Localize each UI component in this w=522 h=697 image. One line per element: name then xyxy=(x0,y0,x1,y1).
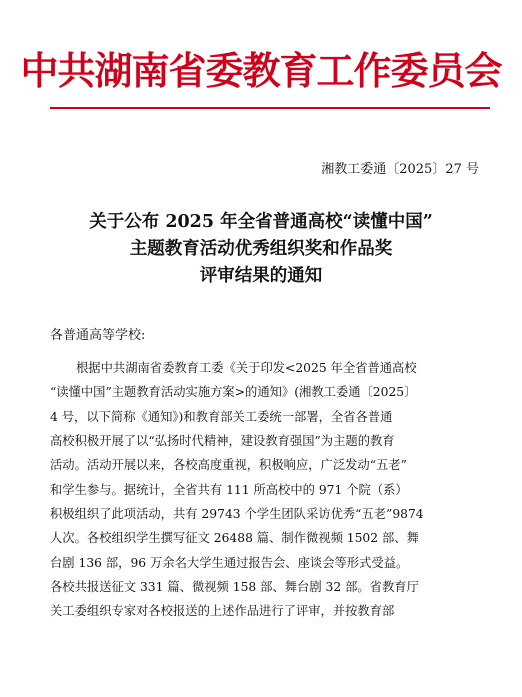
body-line: “读懂中国”主题教育活动实施方案>的通知》(湘教工委通〔2025〕 xyxy=(50,385,417,400)
org-masthead: 中共湖南省委教育工作委员会 xyxy=(20,48,502,93)
body-line: 高校积极开展了以“弘扬时代精神，建设教育强国”为主题的教育 xyxy=(50,434,395,449)
title-line-3: 评审结果的通知 xyxy=(199,266,323,286)
body-line: 关工委组织专家对各校报送的上述作品进行了评审，并按教育部 xyxy=(50,604,395,619)
masthead-red-rule xyxy=(50,107,490,109)
salutation: 各普通高等学校: xyxy=(50,328,146,343)
title-line-2: 主题教育活动优秀组织奖和作品奖 xyxy=(129,239,393,259)
document-title xyxy=(0,209,522,290)
body-line: 台剧 136 部，96 万余名大学生通过报告会、座谈会等形式受益。 xyxy=(50,555,409,570)
body-line: 积极组织了此项活动，共有 29743 个学生团队采访优秀“五老”9874 xyxy=(50,507,424,522)
title-line-1: 关于公布 2025 年全省普通高校“读懂中国” xyxy=(89,212,433,232)
document-number: 湘教工委通〔2025〕27 号 xyxy=(321,162,479,177)
body-line: 活动。活动开展以来，各校高度重视，积极响应，广泛发动“五老” xyxy=(50,458,407,473)
body-line: 和学生参与。据统计，全省共有 111 所高校中的 971 个院（系） xyxy=(50,482,408,497)
body-paragraph xyxy=(50,356,480,624)
body-line: 各校共报送征文 331 篇、微视频 158 部、舞台剧 32 部。省教育厅 xyxy=(50,580,419,595)
body-line: 4 号，以下简称《通知》)和教育部关工委统一部署，全省各普通 xyxy=(50,409,393,424)
body-line: 人次。各校组织学生撰写征文 26488 篇、制作微视频 1502 部、舞 xyxy=(50,531,419,546)
body-line: 根据中共湖南省委教育工委《关于印发<2025 年全省普通高校 xyxy=(76,361,417,375)
